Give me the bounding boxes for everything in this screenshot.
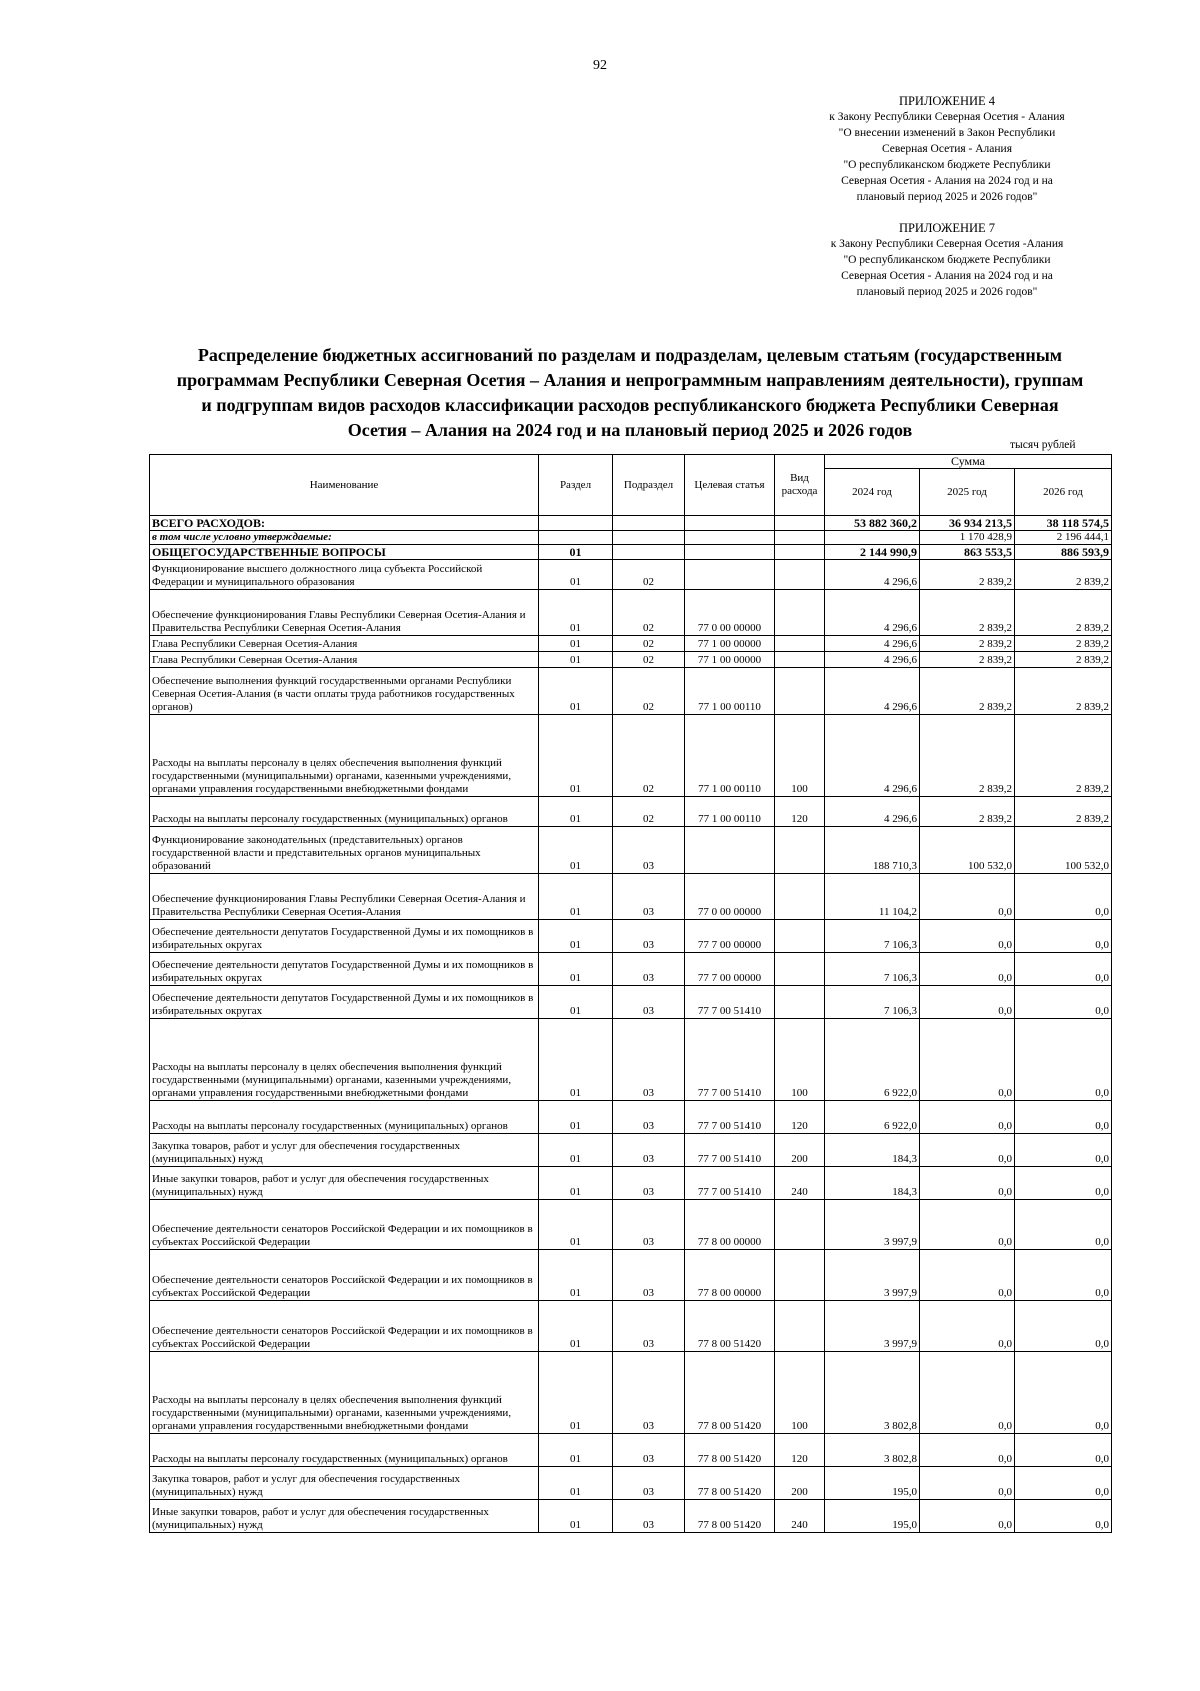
row-value-2024: 195,0 — [825, 1467, 920, 1500]
row-value-2026: 0,0 — [1015, 1134, 1112, 1167]
row-value-2024: 184,3 — [825, 1134, 920, 1167]
row-name: ОБЩЕГОСУДАРСТВЕННЫЕ ВОПРОСЫ — [150, 545, 539, 560]
row-value-2025: 0,0 — [920, 1167, 1015, 1200]
row-expense-kind — [775, 531, 825, 545]
row-value-2024: 3 997,9 — [825, 1301, 920, 1352]
row-value-2025: 0,0 — [920, 1467, 1015, 1500]
row-subsection: 03 — [613, 920, 685, 953]
row-value-2026: 2 839,2 — [1015, 560, 1112, 590]
table-row — [150, 1250, 1112, 1301]
row-section: 01 — [539, 1301, 613, 1352]
table-row — [150, 1101, 1112, 1134]
row-value-2024: 7 106,3 — [825, 953, 920, 986]
appendix-4-line: Северная Осетия - Алания на 2024 год и на — [841, 175, 1053, 187]
budget-table — [149, 454, 1112, 1533]
appendix-7-header — [782, 220, 1112, 300]
row-value-2025: 36 934 213,5 — [920, 516, 1015, 531]
row-subsection: 03 — [613, 1352, 685, 1434]
table-row — [150, 1019, 1112, 1101]
row-target-article: 77 7 00 51410 — [685, 1134, 775, 1167]
row-target-article: 77 7 00 51410 — [685, 1167, 775, 1200]
appendix-4-line: плановый период 2025 и 2026 годов" — [856, 191, 1038, 203]
row-expense-kind: 120 — [775, 797, 825, 827]
row-name: Обеспечение деятельности депутатов Государственной Думы и их помощников в избирательных округах — [150, 953, 539, 986]
row-expense-kind — [775, 668, 825, 715]
row-value-2025: 0,0 — [920, 1352, 1015, 1434]
row-value-2024 — [825, 531, 920, 545]
row-value-2025: 0,0 — [920, 1200, 1015, 1250]
row-subsection: 02 — [613, 797, 685, 827]
row-section — [539, 531, 613, 545]
table-row — [150, 531, 1112, 545]
row-expense-kind — [775, 827, 825, 874]
row-name: Расходы на выплаты персоналу государственных (муниципальных) органов — [150, 1101, 539, 1134]
row-value-2025: 2 839,2 — [920, 668, 1015, 715]
row-value-2026: 0,0 — [1015, 874, 1112, 920]
row-target-article: 77 8 00 51420 — [685, 1467, 775, 1500]
row-subsection: 03 — [613, 1301, 685, 1352]
row-value-2026: 0,0 — [1015, 1167, 1112, 1200]
row-section: 01 — [539, 920, 613, 953]
row-value-2024: 188 710,3 — [825, 827, 920, 874]
row-subsection: 03 — [613, 953, 685, 986]
row-value-2025: 2 839,2 — [920, 652, 1015, 668]
header-sum: Сумма — [825, 455, 1112, 469]
row-value-2025: 0,0 — [920, 1301, 1015, 1352]
row-value-2024: 184,3 — [825, 1167, 920, 1200]
row-name: Глава Республики Северная Осетия-Алания — [150, 636, 539, 652]
row-subsection: 03 — [613, 1019, 685, 1101]
row-value-2025: 0,0 — [920, 1434, 1015, 1467]
appendix-4-header — [782, 93, 1112, 205]
row-name: Расходы на выплаты персоналу в целях обеспечения выполнения функций государственными (муниципальными) органами, казенными учреждениями, органами управления государственными внебюджетными фондами — [150, 1352, 539, 1434]
table-row — [150, 560, 1112, 590]
row-value-2026: 886 593,9 — [1015, 545, 1112, 560]
row-name: в том числе условно утверждаемые: — [150, 531, 539, 545]
title-line: Распределение бюджетных ассигнований по разделам и подразделам, целевым статьям (государственным — [197, 345, 1063, 365]
table-row — [150, 636, 1112, 652]
row-target-article: 77 1 00 00110 — [685, 668, 775, 715]
title-line: Осетия – Алания на 2024 год и на плановый период 2025 и 2026 годов — [347, 420, 913, 440]
row-subsection: 03 — [613, 1434, 685, 1467]
row-target-article — [685, 827, 775, 874]
row-subsection: 03 — [613, 1167, 685, 1200]
table-row — [150, 652, 1112, 668]
row-value-2025: 0,0 — [920, 1134, 1015, 1167]
row-value-2026: 2 839,2 — [1015, 715, 1112, 797]
title-line: и подгруппам видов расходов классификации расходов республиканского бюджета Республики Северная — [201, 395, 1059, 415]
row-expense-kind: 240 — [775, 1167, 825, 1200]
row-name: Расходы на выплаты персоналу государственных (муниципальных) органов — [150, 1434, 539, 1467]
row-value-2025: 0,0 — [920, 1101, 1015, 1134]
row-value-2025: 2 839,2 — [920, 715, 1015, 797]
row-value-2026: 0,0 — [1015, 920, 1112, 953]
appendix-4-line: "О республиканском бюджете Республики — [843, 159, 1051, 171]
appendix-7-line: плановый период 2025 и 2026 годов" — [856, 286, 1038, 298]
row-value-2024: 4 296,6 — [825, 715, 920, 797]
row-value-2026: 0,0 — [1015, 953, 1112, 986]
row-expense-kind — [775, 590, 825, 636]
row-target-article: 77 7 00 00000 — [685, 953, 775, 986]
table-row — [150, 986, 1112, 1019]
row-expense-kind — [775, 920, 825, 953]
row-value-2024: 3 997,9 — [825, 1200, 920, 1250]
row-name: Обеспечение деятельности сенаторов Российской Федерации и их помощников в субъектах Российской Федерации — [150, 1250, 539, 1301]
row-name: Закупка товаров, работ и услуг для обеспечения государственных (муниципальных) нужд — [150, 1134, 539, 1167]
row-section: 01 — [539, 1500, 613, 1533]
row-section: 01 — [539, 668, 613, 715]
row-expense-kind: 200 — [775, 1134, 825, 1167]
row-value-2025: 0,0 — [920, 920, 1015, 953]
row-value-2026: 2 839,2 — [1015, 668, 1112, 715]
row-section: 01 — [539, 1019, 613, 1101]
row-expense-kind — [775, 1200, 825, 1250]
row-value-2026: 0,0 — [1015, 1101, 1112, 1134]
row-value-2024: 53 882 360,2 — [825, 516, 920, 531]
header-2024: 2024 год — [825, 469, 920, 516]
row-value-2025: 0,0 — [920, 1019, 1015, 1101]
row-target-article: 77 8 00 00000 — [685, 1250, 775, 1301]
row-subsection: 03 — [613, 1200, 685, 1250]
row-value-2026: 0,0 — [1015, 1500, 1112, 1533]
row-section: 01 — [539, 1200, 613, 1250]
row-name: Обеспечение деятельности сенаторов Российской Федерации и их помощников в субъектах Российской Федерации — [150, 1200, 539, 1250]
appendix-4-line: "О внесении изменений в Закон Республики — [838, 127, 1056, 139]
row-value-2026: 2 196 444,1 — [1015, 531, 1112, 545]
row-subsection: 03 — [613, 986, 685, 1019]
row-value-2024: 11 104,2 — [825, 874, 920, 920]
row-value-2026: 38 118 574,5 — [1015, 516, 1112, 531]
row-expense-kind: 120 — [775, 1101, 825, 1134]
row-value-2024: 7 106,3 — [825, 986, 920, 1019]
row-subsection: 03 — [613, 1250, 685, 1301]
row-value-2026: 0,0 — [1015, 1019, 1112, 1101]
row-subsection: 02 — [613, 715, 685, 797]
row-value-2024: 4 296,6 — [825, 636, 920, 652]
row-value-2026: 0,0 — [1015, 986, 1112, 1019]
table-body — [150, 516, 1112, 1533]
row-section: 01 — [539, 953, 613, 986]
row-expense-kind: 120 — [775, 1434, 825, 1467]
row-subsection: 02 — [613, 636, 685, 652]
table-row — [150, 797, 1112, 827]
appendix-7-line: Северная Осетия - Алания на 2024 год и на — [841, 270, 1053, 282]
row-expense-kind — [775, 986, 825, 1019]
row-value-2024: 6 922,0 — [825, 1101, 920, 1134]
table-row — [150, 920, 1112, 953]
row-target-article: 77 8 00 51420 — [685, 1301, 775, 1352]
table-row — [150, 1434, 1112, 1467]
row-value-2025: 100 532,0 — [920, 827, 1015, 874]
row-value-2024: 6 922,0 — [825, 1019, 920, 1101]
row-section: 01 — [539, 1352, 613, 1434]
table-row — [150, 545, 1112, 560]
row-value-2025: 0,0 — [920, 874, 1015, 920]
row-target-article: 77 7 00 51410 — [685, 1101, 775, 1134]
units-label: тысяч рублей — [1010, 439, 1076, 451]
row-target-article — [685, 545, 775, 560]
row-target-article: 77 0 00 00000 — [685, 874, 775, 920]
row-value-2025: 2 839,2 — [920, 797, 1015, 827]
table-row — [150, 1167, 1112, 1200]
row-value-2025: 863 553,5 — [920, 545, 1015, 560]
row-value-2024: 2 144 990,9 — [825, 545, 920, 560]
row-target-article: 77 1 00 00000 — [685, 652, 775, 668]
page-number: 92 — [593, 58, 607, 73]
row-expense-kind: 200 — [775, 1467, 825, 1500]
row-target-article: 77 0 00 00000 — [685, 590, 775, 636]
header-2025: 2025 год — [920, 469, 1015, 516]
row-name: Функционирование высшего должностного лица субъекта Российской Федерации и муниципального образования — [150, 560, 539, 590]
row-section: 01 — [539, 1250, 613, 1301]
row-expense-kind — [775, 1301, 825, 1352]
row-expense-kind: 240 — [775, 1500, 825, 1533]
row-value-2024: 3 802,8 — [825, 1352, 920, 1434]
row-section: 01 — [539, 1467, 613, 1500]
header-2026: 2026 год — [1015, 469, 1112, 516]
table-row — [150, 1500, 1112, 1533]
row-subsection: 03 — [613, 1500, 685, 1533]
row-value-2025: 1 170 428,9 — [920, 531, 1015, 545]
row-target-article: 77 7 00 00000 — [685, 920, 775, 953]
document-title — [130, 343, 1130, 443]
row-name: Обеспечение выполнения функций государственными органами Республики Северная Осетия-Алания (в части оплаты труда работников государственных органов) — [150, 668, 539, 715]
table-row — [150, 1200, 1112, 1250]
row-subsection: 03 — [613, 1134, 685, 1167]
row-name: Иные закупки товаров, работ и услуг для обеспечения государственных (муниципальных) нужд — [150, 1500, 539, 1533]
row-value-2026: 2 839,2 — [1015, 636, 1112, 652]
row-target-article: 77 1 00 00110 — [685, 797, 775, 827]
row-expense-kind — [775, 953, 825, 986]
table-row — [150, 1352, 1112, 1434]
row-value-2024: 4 296,6 — [825, 668, 920, 715]
row-name: Расходы на выплаты персоналу в целях обеспечения выполнения функций государственными (муниципальными) органами, казенными учреждениями, органами управления государственными внебюджетными фондами — [150, 715, 539, 797]
row-value-2025: 0,0 — [920, 1250, 1015, 1301]
table-row — [150, 874, 1112, 920]
row-section: 01 — [539, 827, 613, 874]
row-name: Обеспечение функционирования Главы Республики Северная Осетия-Алания и Правительства Республики Северная Осетия-Алания — [150, 590, 539, 636]
row-value-2024: 4 296,6 — [825, 797, 920, 827]
row-section: 01 — [539, 797, 613, 827]
row-value-2025: 0,0 — [920, 1500, 1015, 1533]
row-value-2026: 0,0 — [1015, 1250, 1112, 1301]
row-target-article: 77 7 00 51410 — [685, 1019, 775, 1101]
row-expense-kind: 100 — [775, 715, 825, 797]
row-expense-kind — [775, 636, 825, 652]
row-name: Иные закупки товаров, работ и услуг для обеспечения государственных (муниципальных) нужд — [150, 1167, 539, 1200]
row-expense-kind — [775, 560, 825, 590]
row-subsection: 02 — [613, 590, 685, 636]
row-name: Функционирование законодательных (представительных) органов государственной власти и представительных органов муниципальных образований — [150, 827, 539, 874]
row-value-2024: 195,0 — [825, 1500, 920, 1533]
row-target-article: 77 1 00 00000 — [685, 636, 775, 652]
table-row — [150, 590, 1112, 636]
row-name: Обеспечение деятельности депутатов Государственной Думы и их помощников в избирательных округах — [150, 986, 539, 1019]
row-subsection — [613, 516, 685, 531]
appendix-7-line: "О республиканском бюджете Республики — [843, 254, 1051, 266]
row-section: 01 — [539, 1167, 613, 1200]
row-target-article: 77 8 00 00000 — [685, 1200, 775, 1250]
table-row — [150, 668, 1112, 715]
row-expense-kind: 100 — [775, 1019, 825, 1101]
header-name: Наименование — [150, 455, 539, 516]
row-value-2025: 2 839,2 — [920, 590, 1015, 636]
row-name: Обеспечение деятельности сенаторов Российской Федерации и их помощников в субъектах Российской Федерации — [150, 1301, 539, 1352]
row-expense-kind: 100 — [775, 1352, 825, 1434]
row-section: 01 — [539, 1434, 613, 1467]
row-section: 01 — [539, 590, 613, 636]
row-name: ВСЕГО РАСХОДОВ: — [150, 516, 539, 531]
row-subsection: 02 — [613, 668, 685, 715]
row-section — [539, 516, 613, 531]
row-target-article: 77 8 00 51420 — [685, 1352, 775, 1434]
row-section: 01 — [539, 986, 613, 1019]
row-value-2025: 0,0 — [920, 986, 1015, 1019]
row-section: 01 — [539, 545, 613, 560]
row-value-2025: 0,0 — [920, 953, 1015, 986]
row-value-2026: 0,0 — [1015, 1200, 1112, 1250]
row-target-article: 77 7 00 51410 — [685, 986, 775, 1019]
row-name: Обеспечение деятельности депутатов Государственной Думы и их помощников в избирательных округах — [150, 920, 539, 953]
table-row — [150, 516, 1112, 531]
row-subsection — [613, 545, 685, 560]
row-value-2024: 4 296,6 — [825, 652, 920, 668]
appendix-4-line: к Закону Республики Северная Осетия - Алания — [829, 111, 1065, 123]
row-section: 01 — [539, 636, 613, 652]
row-target-article — [685, 516, 775, 531]
row-subsection: 03 — [613, 1467, 685, 1500]
row-section: 01 — [539, 1134, 613, 1167]
header-target-article: Целевая статья — [685, 455, 775, 516]
row-section: 01 — [539, 652, 613, 668]
row-section: 01 — [539, 874, 613, 920]
row-section: 01 — [539, 560, 613, 590]
title-line: программам Республики Северная Осетия – Алания и непрограммным направлениям деятельности), группам — [176, 370, 1084, 390]
row-value-2025: 2 839,2 — [920, 636, 1015, 652]
appendix-7-line: к Закону Республики Северная Осетия -Алания — [830, 238, 1064, 250]
row-value-2026: 100 532,0 — [1015, 827, 1112, 874]
header-subsection: Подраздел — [613, 455, 685, 516]
table-row — [150, 1134, 1112, 1167]
row-value-2024: 4 296,6 — [825, 590, 920, 636]
table-row — [150, 715, 1112, 797]
row-value-2026: 2 839,2 — [1015, 590, 1112, 636]
row-target-article — [685, 531, 775, 545]
row-subsection: 03 — [613, 827, 685, 874]
row-subsection: 03 — [613, 1101, 685, 1134]
row-expense-kind — [775, 652, 825, 668]
row-expense-kind — [775, 516, 825, 531]
row-value-2025: 2 839,2 — [920, 560, 1015, 590]
row-value-2026: 2 839,2 — [1015, 797, 1112, 827]
appendix-4-heading: ПРИЛОЖЕНИЕ 4 — [898, 94, 996, 108]
appendix-7-heading: ПРИЛОЖЕНИЕ 7 — [898, 221, 996, 235]
row-subsection: 03 — [613, 874, 685, 920]
row-name: Расходы на выплаты персоналу в целях обеспечения выполнения функций государственными (муниципальными) органами, казенными учреждениями, органами управления государственными внебюджетными фондами — [150, 1019, 539, 1101]
row-name: Расходы на выплаты персоналу государственных (муниципальных) органов — [150, 797, 539, 827]
row-expense-kind — [775, 1250, 825, 1301]
table-row — [150, 1301, 1112, 1352]
table-row — [150, 1467, 1112, 1500]
row-name: Закупка товаров, работ и услуг для обеспечения государственных (муниципальных) нужд — [150, 1467, 539, 1500]
header-expense-kind: Вид расхода — [775, 455, 825, 516]
header-section: Раздел — [539, 455, 613, 516]
row-value-2026: 0,0 — [1015, 1352, 1112, 1434]
row-name: Глава Республики Северная Осетия-Алания — [150, 652, 539, 668]
row-value-2026: 2 839,2 — [1015, 652, 1112, 668]
appendix-4-line: Северная Осетия - Алания — [881, 143, 1012, 155]
row-target-article: 77 8 00 51420 — [685, 1500, 775, 1533]
row-value-2024: 3 802,8 — [825, 1434, 920, 1467]
row-section: 01 — [539, 1101, 613, 1134]
table-row — [150, 827, 1112, 874]
row-subsection: 02 — [613, 560, 685, 590]
row-value-2024: 7 106,3 — [825, 920, 920, 953]
row-target-article: 77 8 00 51420 — [685, 1434, 775, 1467]
row-target-article — [685, 560, 775, 590]
row-target-article: 77 1 00 00110 — [685, 715, 775, 797]
row-expense-kind — [775, 874, 825, 920]
row-subsection — [613, 531, 685, 545]
row-value-2026: 0,0 — [1015, 1467, 1112, 1500]
row-expense-kind — [775, 545, 825, 560]
row-value-2026: 0,0 — [1015, 1434, 1112, 1467]
row-name: Обеспечение функционирования Главы Республики Северная Осетия-Алания и Правительства Республики Северная Осетия-Алания — [150, 874, 539, 920]
row-value-2024: 4 296,6 — [825, 560, 920, 590]
row-value-2024: 3 997,9 — [825, 1250, 920, 1301]
row-value-2026: 0,0 — [1015, 1301, 1112, 1352]
row-subsection: 02 — [613, 652, 685, 668]
table-row — [150, 953, 1112, 986]
row-section: 01 — [539, 715, 613, 797]
